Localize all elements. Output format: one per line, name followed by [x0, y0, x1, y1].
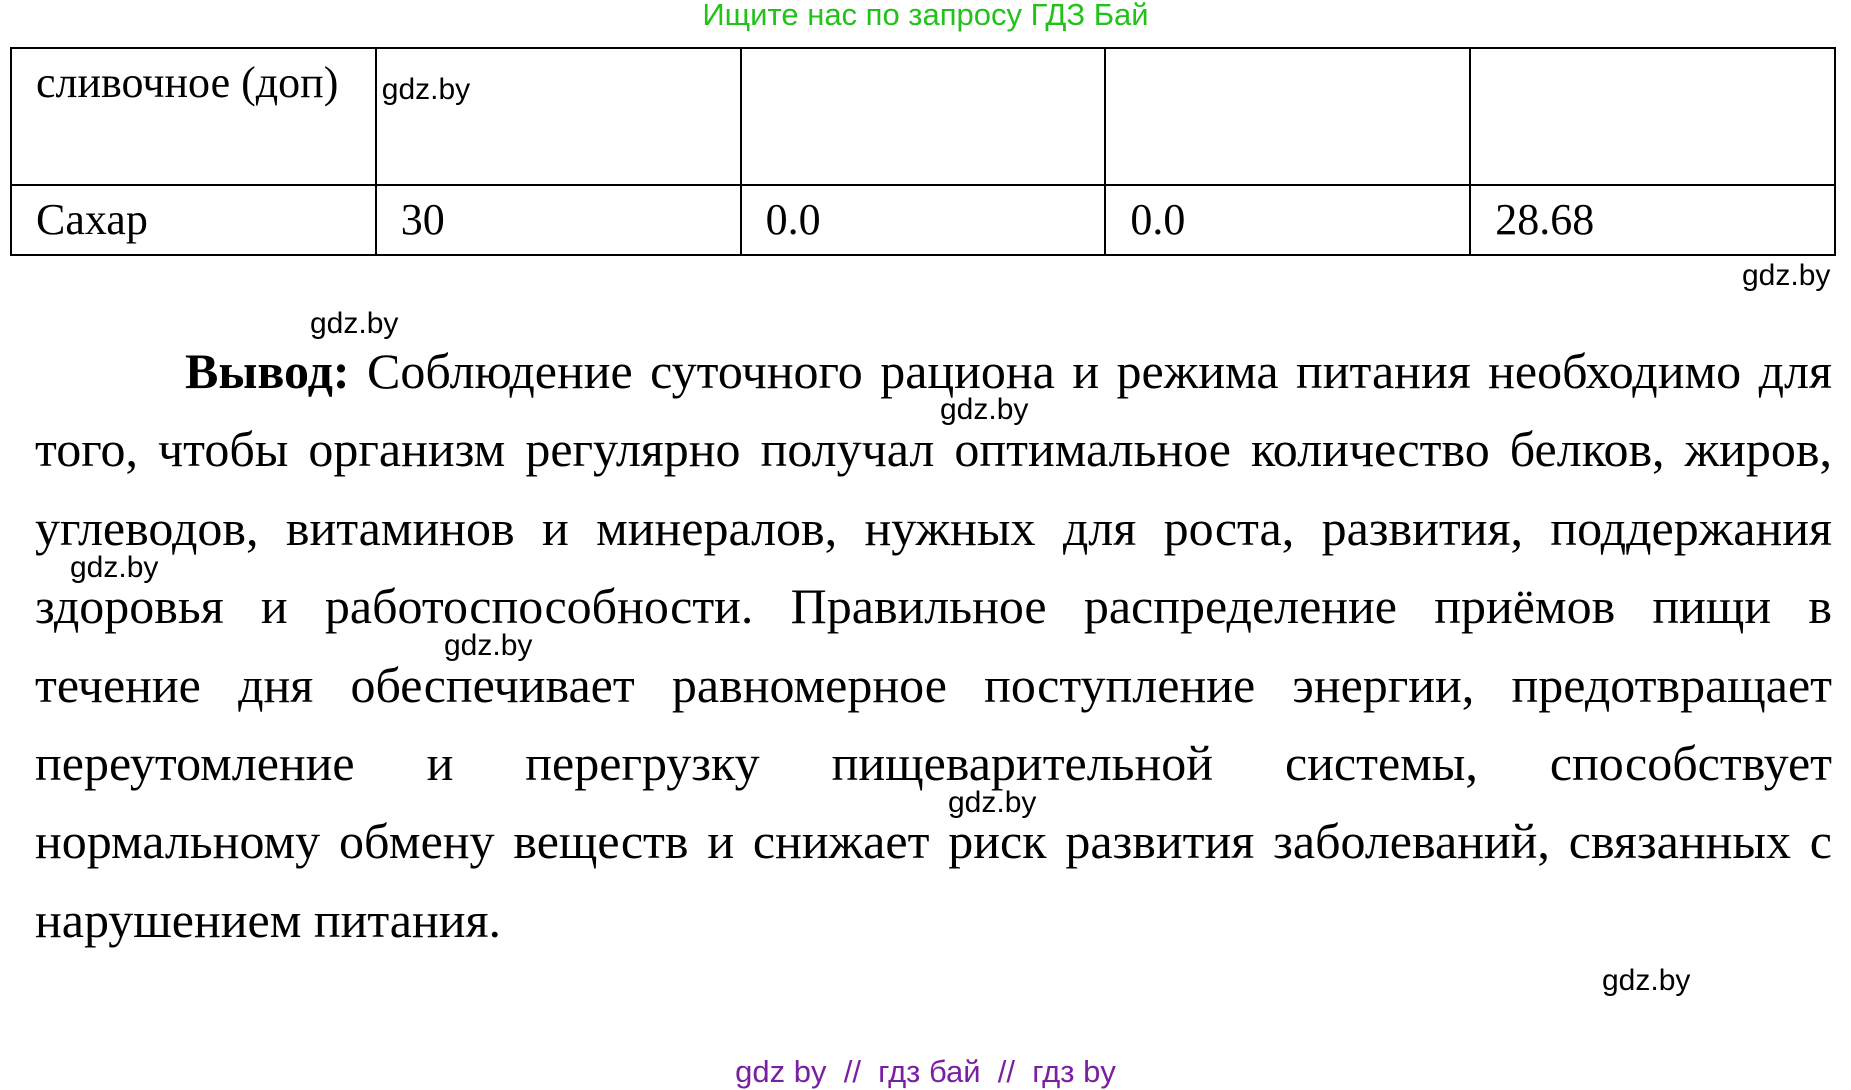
conclusion-paragraph	[35, 332, 1832, 959]
table-cell	[741, 48, 1106, 185]
watermark: gdz.by	[948, 786, 1037, 819]
table-cell: 0.0	[1105, 185, 1470, 255]
table-cell: 30	[376, 185, 741, 255]
table-cell: сливочное (доп)	[11, 48, 376, 185]
watermark: gdz.by	[310, 307, 399, 340]
watermark: gdz.by	[1742, 259, 1831, 292]
watermark: gdz.by	[1602, 964, 1691, 997]
watermark: gdz.by	[70, 551, 159, 584]
table-cell: Сахар	[11, 185, 376, 255]
watermark: gdz.by	[940, 393, 1029, 426]
conclusion-label: Вывод:	[185, 343, 350, 399]
table-cell	[1105, 48, 1470, 185]
conclusion-text: Соблюдение суточного рациона и режима питания необходимо для того, чтобы организм регулярно получал оптимальное количество белков, жиров, углеводов, витаминов и минералов, нужных для роста, развития, поддержания здоровья и работоспособности. Правильное распределение приёмов пищи в течение дня обеспечивает равномерное поступление энергии, предотвращает переутомление и перегрузку пищеварительной системы, способствует нормальному обмену веществ и снижает риск развития заболеваний, связанных с нарушением питания.	[35, 343, 1832, 948]
watermark: gdz.by	[444, 629, 533, 662]
table-cell	[376, 48, 741, 185]
footer-links: gdz by // гдз бай // гдз by	[735, 1054, 1116, 1089]
table-cell	[1470, 48, 1835, 185]
top-banner: Ищите нас по запросу ГДЗ Бай	[702, 0, 1149, 32]
table-cell: 28.68	[1470, 185, 1835, 255]
table-row	[11, 185, 1835, 255]
table-row	[11, 48, 1835, 185]
table-cell: 0.0	[741, 185, 1106, 255]
nutrition-table	[10, 47, 1836, 256]
watermark: gdz.by	[381, 73, 471, 106]
